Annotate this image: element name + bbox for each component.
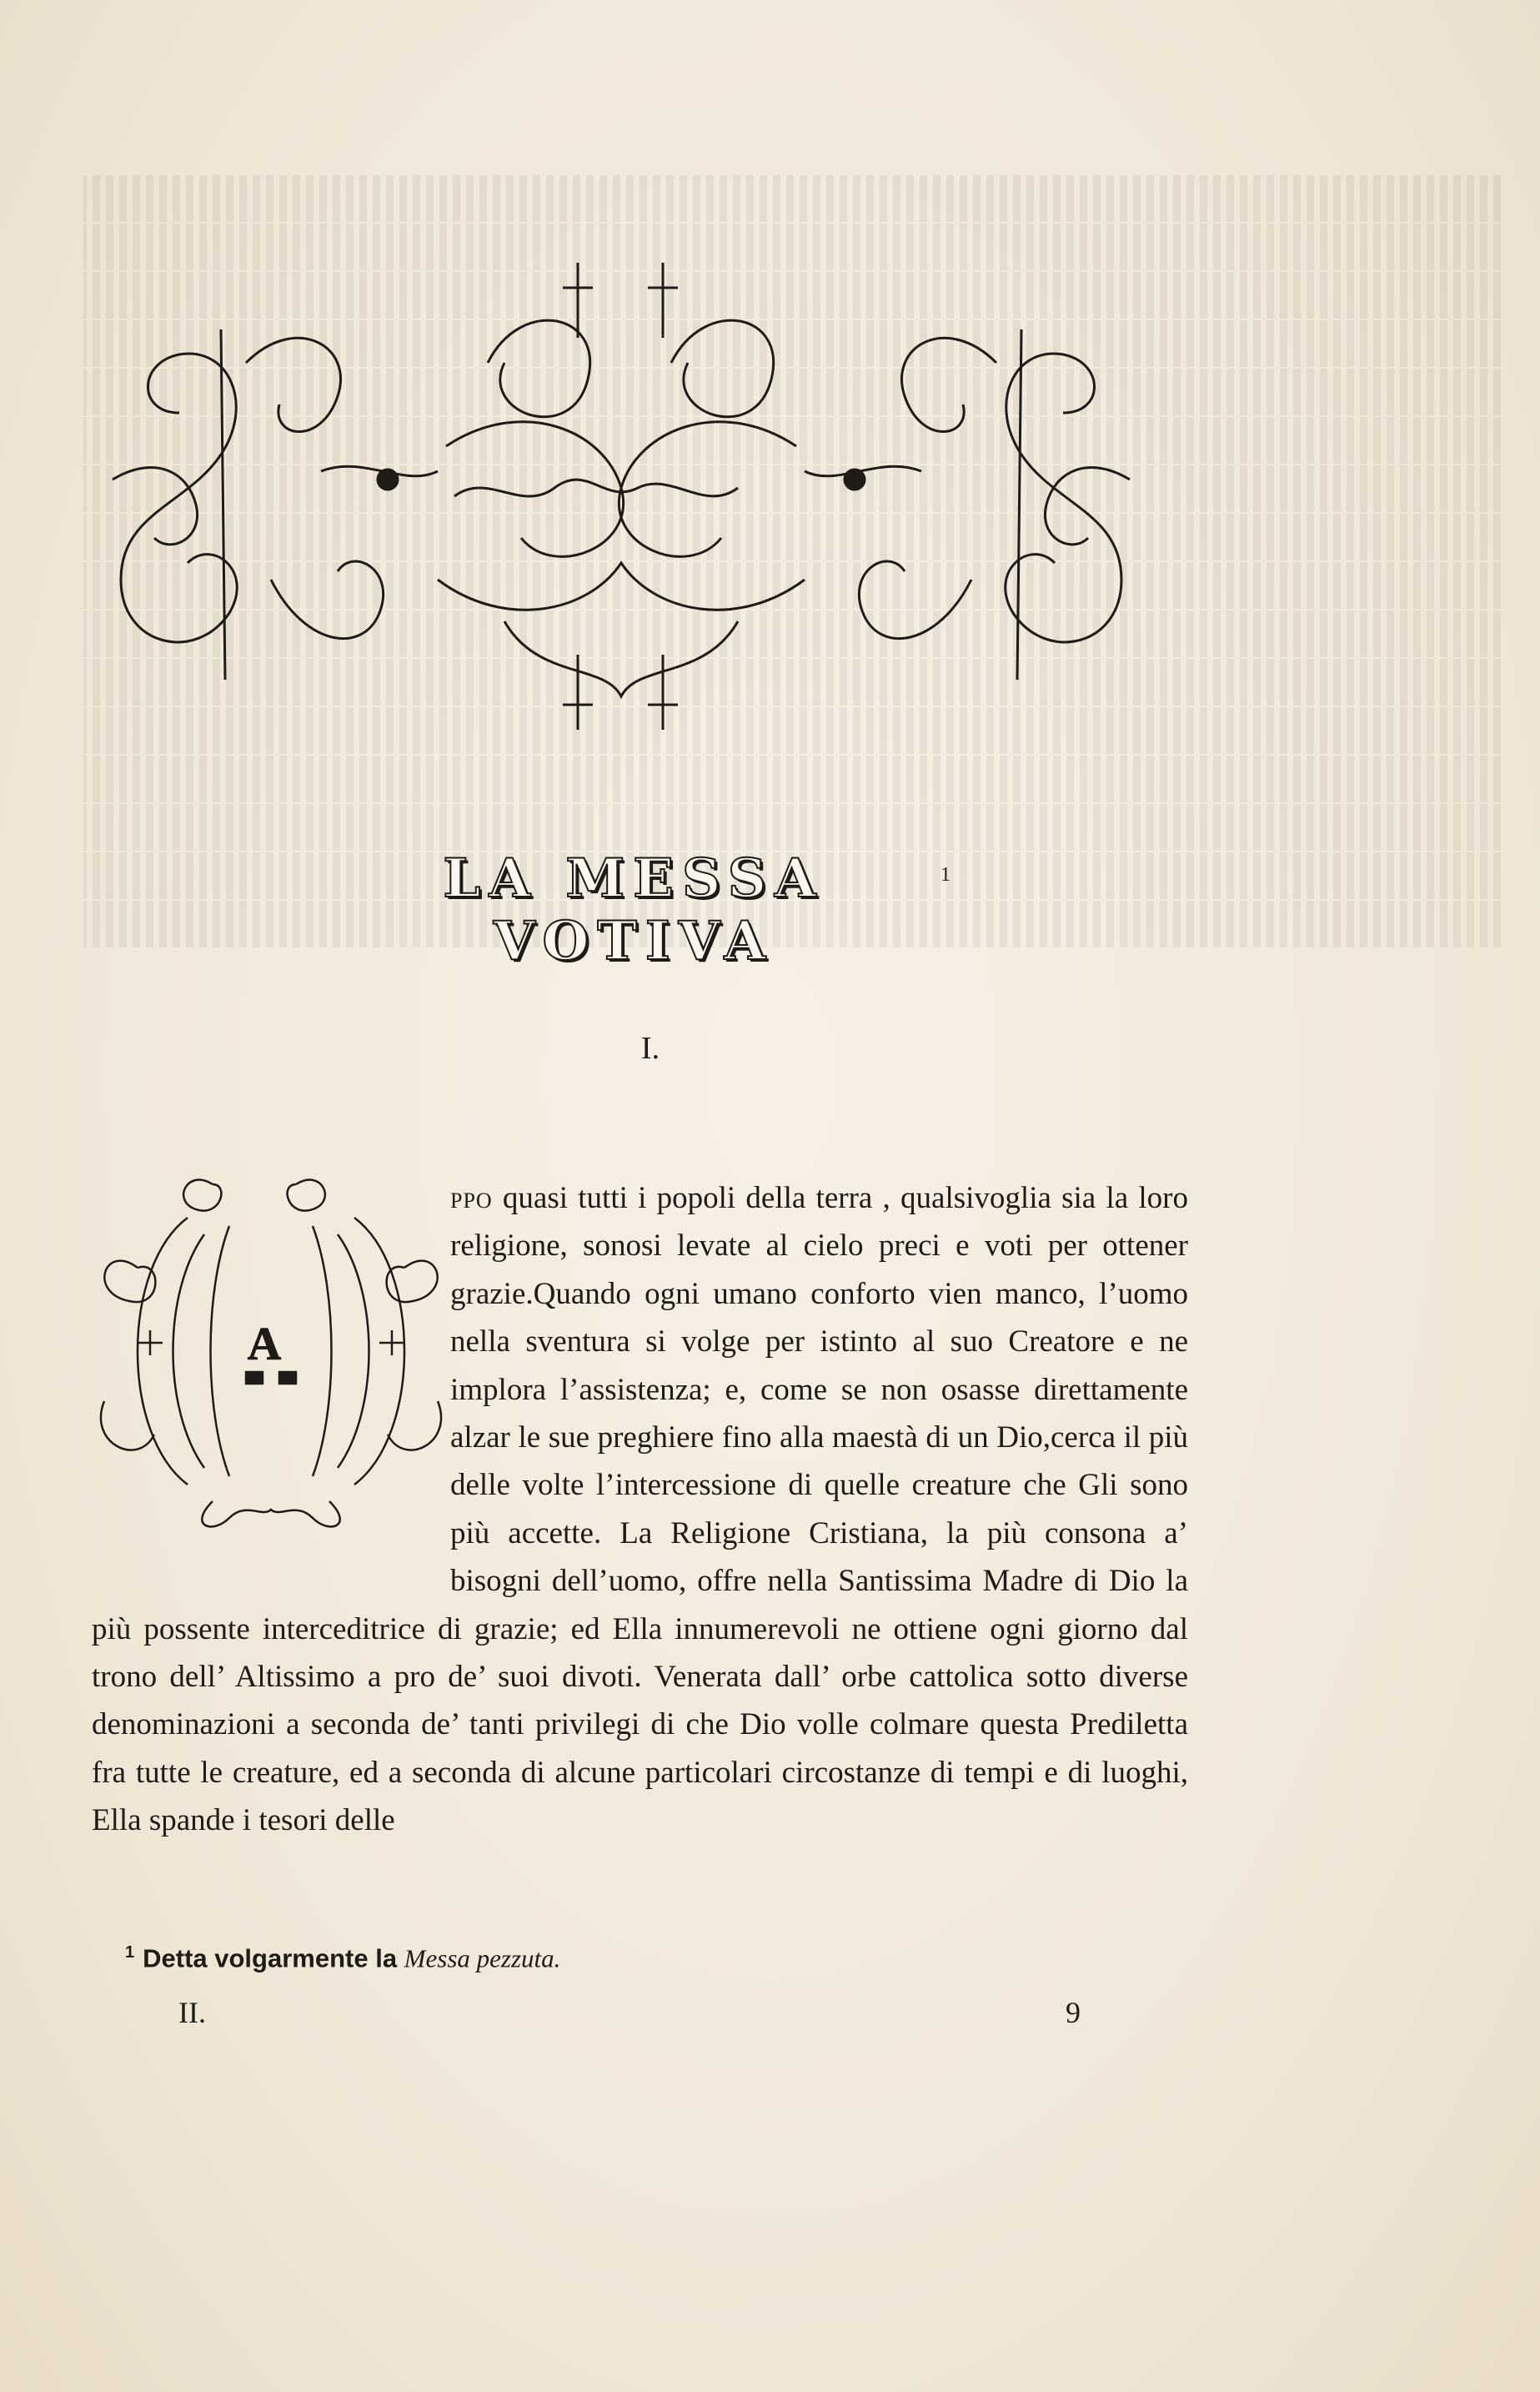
chapter-title: LA MESSA VOTIVA: [443, 847, 825, 972]
title-footnote-marker: 1: [941, 864, 951, 886]
footnote-marker: 1: [125, 1943, 135, 1962]
headpiece-center-knot: [438, 263, 805, 730]
body-text: quasi tutti i popoli della terra , qualsivoglia sia la loro religione, sonosi levate al cielo preci e voti per ottener grazie.Quando ogni umano conforto vien manco, l’uomo nella sventura si volge per istinto al suo Creatore e ne implora l’assistenza; e, come se non osasse direttamente alzar le sue preghiere fino alla maestà di un Dio,cerca il più delle volte l’intercessione di quelle creature che Gli sono più accette. La Religione Cristiana, la più consona a’ bisogni dell’uomo, offre nella Santissima Madre di Dio la più possente interceditrice di grazie; ed Ella innumerevoli ne ottiene ogni giorno dal trono dell’ Altissimo a pro de’ suoi divoti. Venerata dall’ orbe cattolica sotto diverse denominazioni a seconda de’ tanti privilegi di che Dio volle colmare questa Prediletta fra tutte le creature, ed a seconda di alcune particolari circostanze di tempi e di luoghi, Ella spande i tesori delle: [92, 1181, 1188, 1838]
footnote-text: Detta volgarmente la: [143, 1943, 404, 1973]
signature-mark: II.: [178, 1996, 206, 2029]
initial-float-space: [92, 1174, 450, 1558]
footnote: [125, 1943, 560, 1973]
headpiece-right-scroll: [805, 329, 1130, 680]
body-paragraph: [92, 1174, 1188, 1845]
initial-letter: A: [247, 1319, 282, 1370]
page-number: 9: [1066, 1996, 1081, 2029]
footnote-italic: Messa pezzuta.: [404, 1943, 561, 1973]
lead-smallcaps: ppo: [450, 1181, 493, 1215]
calligraphic-headpiece-ornament: [88, 263, 1155, 730]
headpiece-left-scroll: [113, 329, 438, 680]
section-number: I.: [640, 1031, 660, 1066]
